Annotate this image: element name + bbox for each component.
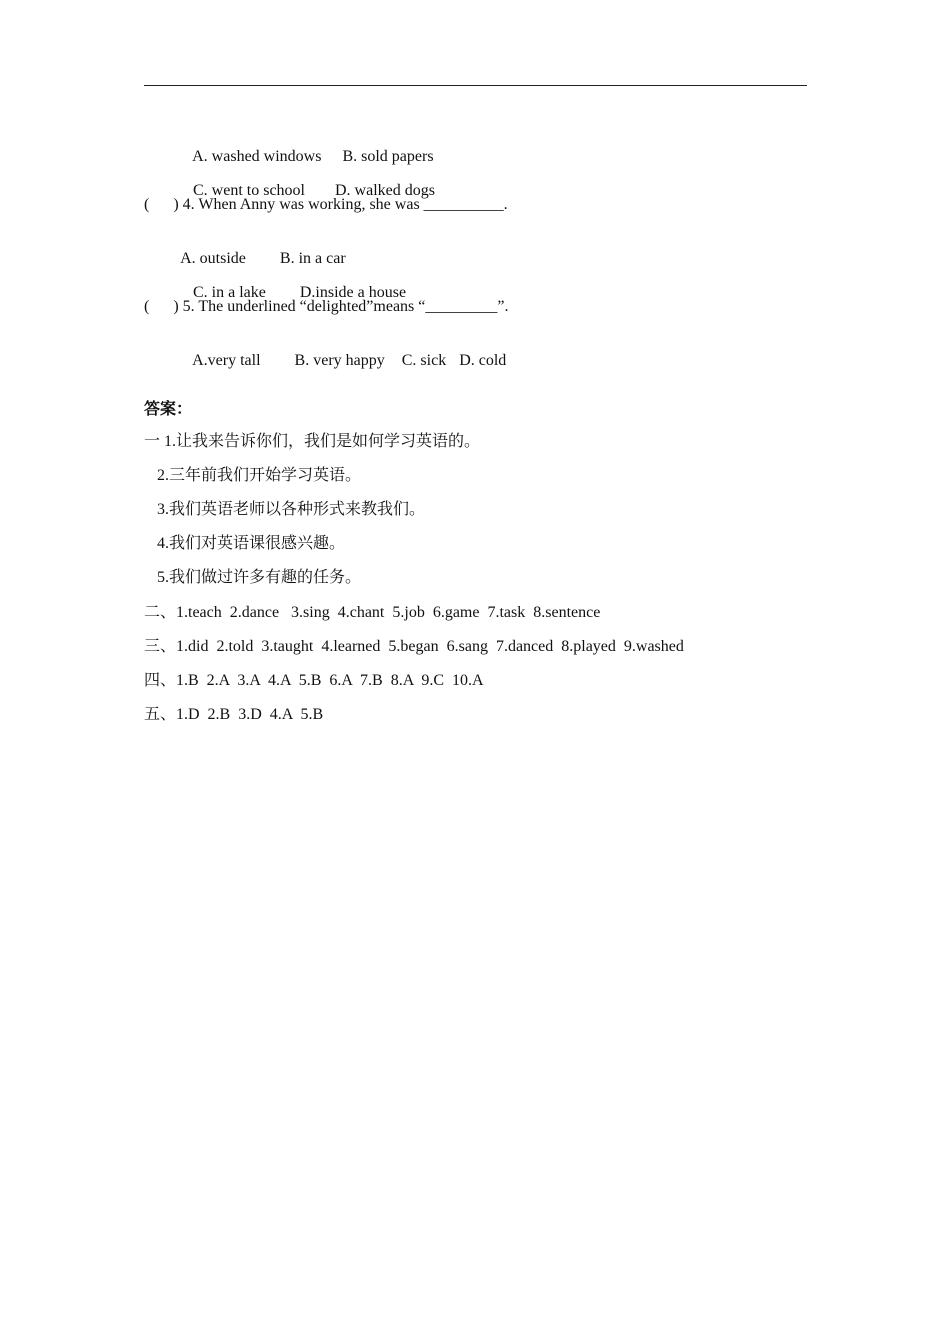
header-rule (144, 85, 807, 86)
answer-part3: 三、1.did 2.told 3.taught 4.learned 5.began 6.sang 7.danced 8.played 9.washed (144, 638, 684, 655)
answer-part2: 二、1.teach 2.dance 3.sing 4.chant 5.job 6.game 7.task 8.sentence (144, 604, 601, 621)
answers-heading: 答案： (144, 401, 193, 418)
q4-option-d: D.inside a house (299, 284, 407, 301)
answer-part1-line4: 4.我们对英语课很感兴趣。 (157, 535, 346, 552)
answer-part1-line3: 3.我们英语老师以各种形式来教我们。 (157, 501, 426, 518)
q5-stem: ( ) 5. The underlined “delighted”means “_________”. (144, 298, 509, 315)
q4-stem: ( ) 4. When Anny was working, she was __________. (144, 196, 508, 213)
q3-option-a: A. washed windows (192, 148, 322, 165)
q3-option-c: C. went to school (193, 182, 305, 199)
answer-part1-line5: 5.我们做过许多有趣的任务。 (157, 569, 362, 586)
q4-option-c: C. in a lake (193, 284, 266, 301)
q5-option-a: A.very tall (192, 352, 261, 369)
q4-option-b: B. in a car (279, 250, 346, 267)
q5-option-b: B. very happy (294, 352, 385, 369)
q3-option-d: D. walked dogs (335, 182, 435, 199)
answer-part5: 五、1.D 2.B 3.D 4.A 5.B (144, 706, 324, 723)
q5-options-row (177, 331, 506, 391)
answer-part1-line2: 2.三年前我们开始学习英语。 (157, 467, 362, 484)
q4-option-a: A. outside (180, 250, 246, 267)
answer-part4: 四、1.B 2.A 3.A 4.A 5.B 6.A 7.B 8.A 9.C 10.A (144, 672, 484, 689)
q5-option-d: D. cold (459, 352, 507, 369)
q5-option-c: C. sick (401, 352, 447, 369)
q3-option-b: B. sold papers (342, 148, 434, 165)
answer-part1-line1: 一 1.让我来告诉你们，我们是如何学习英语的。 (144, 433, 481, 450)
